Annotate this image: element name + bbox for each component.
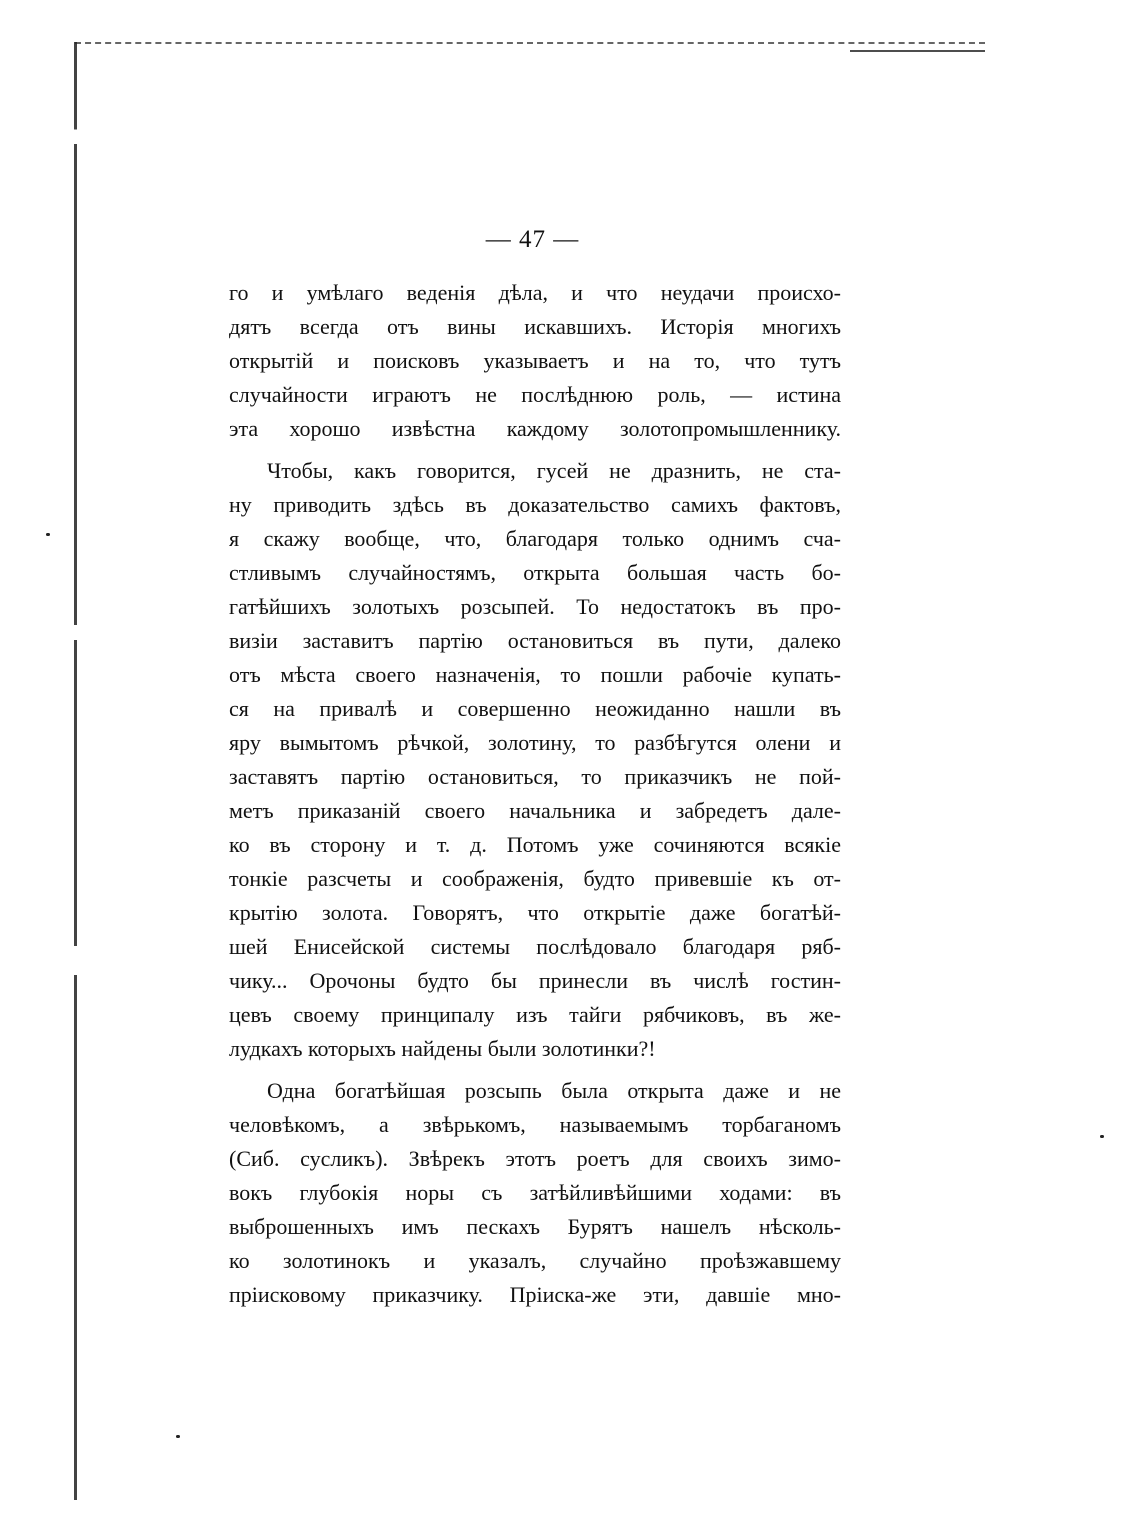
text-line: крытію золота. Говорятъ, что открытіе даже богатѣй- [229, 900, 841, 925]
text-line: шей Енисейской системы послѣдовало благодаря ряб- [229, 934, 841, 959]
text-line: ко золотинокъ и указалъ, случайно проѣзжавшему [229, 1248, 841, 1273]
page-number: — 47 — [485, 226, 580, 253]
scan-speck [46, 533, 50, 536]
text-line: лудкахъ которыхъ найдены были золотинки?! [229, 1036, 656, 1061]
text-line: Одна богатѣйшая розсыпь была открыта даже и не [267, 1078, 841, 1103]
text-line: вокъ глубокія норы съ затѣйливѣйшими ходами: въ [229, 1180, 841, 1205]
text-line: яру вымытомъ рѣчкой, золотину, то разбѣгутся олени и [229, 730, 841, 755]
text-line: ся на привалѣ и совершенно неожиданно нашли въ [229, 696, 841, 721]
text-line: (Сиб. сусликъ). Звѣрекъ этотъ роетъ для своихъ зимо- [229, 1146, 841, 1171]
body-text [229, 276, 841, 1312]
scan-edge-top-right [850, 50, 985, 52]
text-line: я скажу вообще, что, благодаря только однимъ сча- [229, 526, 841, 551]
text-line: тонкіе разсчеты и соображенія, будто привевшіе къ от- [229, 866, 841, 891]
text-line: открытій и поисковъ указываетъ и на то, что тутъ [229, 348, 841, 373]
text-line: эта хорошо извѣстна каждому золотопромышленнику. [229, 416, 841, 441]
text-line: чику... Орочоны будто бы принесли въ числѣ гостин- [229, 968, 841, 993]
text-line: выброшенныхъ имъ пескахъ Бурятъ нашелъ нѣсколь- [229, 1214, 841, 1239]
text-line: го и умѣлаго веденія дѣла, и что неудачи происхо- [229, 280, 841, 305]
paragraph-gap [229, 446, 841, 454]
text-line: дятъ всегда отъ вины искавшихъ. Исторія многихъ [229, 314, 841, 339]
text-line: ко въ сторону и т. д. Потомъ уже сочиняются всякіе [229, 832, 841, 857]
scan-edge-left [74, 42, 77, 1500]
text-line: цевъ своему принципалу изъ тайги рябчиковъ, въ же- [229, 1002, 841, 1027]
scan-speck [176, 1435, 180, 1438]
scan-speck [1100, 1135, 1104, 1138]
text-line: стливымъ случайностямъ, открыта большая часть бо- [229, 560, 841, 585]
text-line: метъ приказаній своего начальника и забредетъ дале- [229, 798, 841, 823]
paragraph-gap [229, 1066, 841, 1074]
text-line: пріисковому приказчику. Пріиска-же эти, давшіе мно- [229, 1282, 841, 1307]
text-line: Чтобы, какъ говорится, гусей не дразнить, не ста- [267, 458, 841, 483]
text-line: заставятъ партію остановиться, то приказчикъ не пой- [229, 764, 841, 789]
text-line: отъ мѣста своего назначенія, то пошли рабочіе купать- [229, 662, 841, 687]
paragraph [229, 276, 841, 446]
text-line: случайности играютъ не послѣднюю роль, — истина [229, 382, 841, 407]
text-line: ну приводить здѣсь въ доказательство самихъ фактовъ, [229, 492, 841, 517]
text-line: гатѣйшихъ золотыхъ розсыпей. То недостатокъ въ про- [229, 594, 841, 619]
scan-edge-top [75, 42, 985, 48]
text-line: визіи заставитъ партію остановиться въ пути, далеко [229, 628, 841, 653]
text-line: человѣкомъ, а звѣрькомъ, называемымъ торбаганомъ [229, 1112, 841, 1137]
paragraph [229, 454, 841, 1066]
paragraph [229, 1074, 841, 1312]
